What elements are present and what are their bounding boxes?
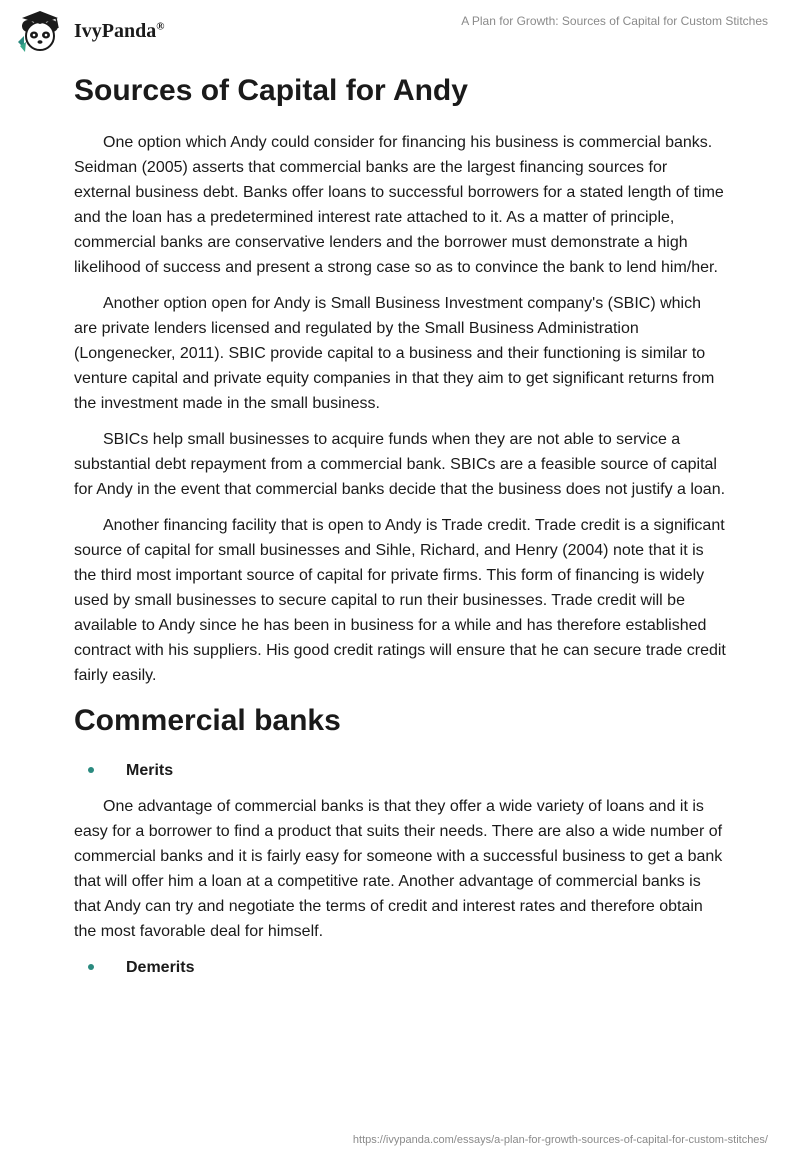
paragraph: One advantage of commercial banks is that they offer a wide variety of loans and it is easy for a borrower to find a product that suits their needs. There are also a wide number of commercial banks and it is fairly easy for someone with a successful business to get a bank that will offer him a loan at a competitive rate. Another advantage of commercial banks is that Andy can try and negotiate the terms of credit and interest rates and therefore obtain the most favorable deal for himself.: [74, 798, 723, 940]
section-heading: Sources of Capital for Andy: [74, 74, 468, 107]
bullet-dot-icon: [88, 767, 94, 773]
paragraph: One option which Andy could consider for financing his business is commercial banks. Seidman (2005) asserts that commercial banks are the largest financing sources for external business debt. Banks offer loans to successful borrowers for a stated length of time and the loan has a predetermined interest rate attached to it. As a matter of principle, commercial banks are conservative lenders and the borrower must demonstrate a high likelihood of success and present a strong case so as to convince the bank to lend him/her.: [74, 134, 724, 276]
page-header: [0, 0, 800, 60]
brand-name: IvyPanda®: [74, 19, 165, 42]
ivypanda-logo[interactable]: [14, 8, 194, 54]
paragraph: SBICs help small businesses to acquire funds when they are not able to service a substantial debt repayment from a commercial bank. SBICs are a feasible source of capital for Andy in the event that commercial banks decide that the business does not justify a loan.: [74, 431, 726, 498]
section-heading: Commercial banks: [74, 704, 341, 737]
bullet-dot-icon: [88, 964, 94, 970]
bullet-label: Demerits: [126, 959, 195, 976]
essay-content: [74, 72, 728, 991]
source-url-link[interactable]: https://ivypanda.com/essays/a-plan-for-growth-sources-of-capital-for-custom-stitches/: [352, 1134, 768, 1146]
document-title: A Plan for Growth: Sources of Capital for Custom Stitches: [461, 14, 768, 28]
bullet-merits: [74, 758, 728, 783]
paragraph: Another option open for Andy is Small Business Investment company's (SBIC) which are private lenders licensed and regulated by the Small Business Administration (Longenecker, 2011). SBIC provide capital to a business and their functioning is similar to venture capital and private equity companies in that they aim to get significant returns from the investment made in the small business.: [74, 295, 715, 412]
panda-mascot-icon: [14, 8, 72, 54]
paragraph: Another financing facility that is open to Andy is Trade credit. Trade credit is a significant source of capital for small businesses and Sihle, Richard, and Henry (2004) note that it is the third most important source of capital for private firms. This form of financing is widely used by small businesses to secure capital to run their businesses. Trade credit will be available to Andy since he has been in business for a while and has therefore established contract with his suppliers. His good credit ratings will ensure that he can secure trade credit fairly easily.: [74, 517, 726, 684]
bullet-demerits: [74, 955, 728, 980]
bullet-label: Merits: [126, 762, 174, 779]
